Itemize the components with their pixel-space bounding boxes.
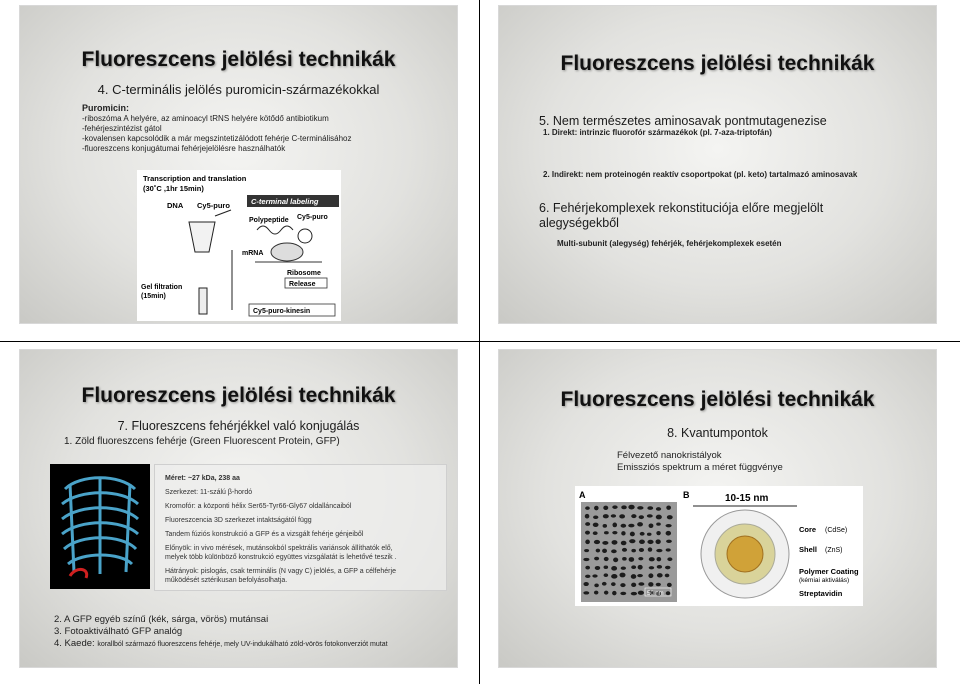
cy5-molecule	[298, 229, 312, 243]
nanocrystal-dot	[656, 557, 661, 561]
vertical-divider	[479, 0, 480, 684]
nanocrystal-dot	[666, 548, 671, 551]
nanocrystal-dot	[603, 514, 609, 518]
quantum-dot-figure	[575, 486, 863, 606]
section-5-item-2: 2. Indirekt: nem proteinogén reaktív csoportpokat (pl. keto) tartalmazó aminosavak	[543, 170, 858, 179]
nanocrystal-dot	[656, 583, 661, 587]
panel-b-label: B	[683, 490, 690, 500]
tube-icon	[189, 222, 215, 252]
core-label: Core	[799, 525, 817, 534]
slide-quantum-dots	[499, 350, 936, 667]
nanocrystal-dot	[620, 583, 625, 587]
nanocrystal-dot	[604, 531, 609, 534]
size-label: 10-15 nm	[725, 493, 769, 504]
slide-unnatural-aminoacids	[499, 6, 936, 323]
size-line: Méret: ~27 kDa, 238 aa	[165, 475, 240, 482]
nanocrystal-dot	[592, 574, 597, 577]
slide-title: Fluoreszcens jelölési technikák	[81, 384, 396, 407]
intro-heading: Puromicin:	[82, 103, 130, 113]
nanocrystal-dot	[656, 522, 661, 525]
mrna-label: mRNA	[242, 250, 264, 257]
nanocrystal-dot	[649, 557, 655, 561]
shell-label: Shell	[799, 545, 817, 554]
nanocrystal-dot	[604, 566, 609, 569]
nanocrystal-dot	[649, 523, 654, 528]
nanocrystal-dot	[639, 548, 644, 552]
coating-note: (kémiai aktiválás)	[799, 577, 850, 584]
point-1: 1. Zöld fluoreszcens fehérje (Green Fluorescent Protein, GFP)	[64, 436, 340, 447]
nanocrystal-dot	[665, 574, 670, 578]
nanocrystal-dot	[665, 566, 671, 570]
line-1: Félvezető nanokristályok	[617, 450, 722, 461]
nanocrystal-dot	[631, 514, 636, 518]
gfp-structure-image	[50, 464, 150, 589]
nanocrystal-dot	[622, 548, 627, 552]
nanocrystal-dot	[648, 573, 653, 578]
polypeptide-label: Polypeptide	[249, 217, 289, 224]
nanocrystal-dot	[585, 514, 590, 519]
nanocrystal-dot	[585, 566, 590, 570]
nanocrystal-dot	[638, 591, 644, 595]
slide-title: Fluoreszcens jelölési technikák	[560, 388, 875, 411]
nanocrystal-dot	[621, 567, 626, 570]
nanocrystal-dot	[666, 540, 672, 543]
bullet-1: -riboszóma A helyére, az aminoacyl tRNS helyére kötődő antibiotikum	[82, 114, 329, 123]
nanocrystal-dot	[657, 565, 662, 569]
nanocrystal-dot	[638, 582, 644, 586]
nanocrystal-dot	[667, 583, 672, 587]
nanocrystal-dot	[621, 541, 627, 546]
point-4-text: korallból származó fluoreszcens fehérje, mely UV-indukálható zöld-vörös fotokonverziót mutat	[97, 641, 388, 648]
nanocrystal-dot	[583, 558, 589, 561]
point-3: 3. Fotoaktiválható GFP analóg	[54, 626, 183, 637]
nanocrystal-dot	[602, 582, 607, 586]
slide-subtitle: 4. C-terminális jelölés puromicin-származékokkal	[97, 82, 380, 97]
nanocrystal-dot	[637, 574, 643, 577]
core-material: (CdSe)	[825, 527, 848, 534]
nanocrystal-dot	[647, 533, 652, 536]
streptavidin-label: Streptavidin	[799, 589, 843, 598]
nanocrystal-dot	[602, 549, 607, 553]
translation-figure	[137, 170, 341, 321]
nanocrystal-dot	[648, 582, 653, 587]
nanocrystal-dot	[604, 573, 609, 577]
nanocrystal-dot	[612, 522, 617, 527]
fig-heading2: (30˚C ,1hr 15min)	[143, 184, 204, 193]
gel-column-icon	[199, 288, 207, 314]
nanocrystal-dot	[656, 507, 661, 511]
nanocrystal-dot	[595, 566, 600, 570]
nanocrystal-dot	[593, 531, 598, 535]
ribosome-shape	[271, 243, 303, 261]
nanocrystal-dot	[611, 549, 617, 553]
nanocrystal-dot	[602, 541, 608, 545]
section-6-heading-line2: alegységekből	[539, 216, 619, 230]
nanocrystal-dot	[631, 592, 637, 596]
nanocrystal-dot	[596, 549, 600, 553]
nanocrystal-dot	[647, 514, 653, 517]
nanocrystal-dot	[631, 583, 636, 587]
gel-label-1: Gel filtration	[141, 284, 183, 291]
cy5-right-label: Cy5-puro	[297, 214, 328, 221]
figure-drawing	[137, 170, 341, 321]
nanocrystal-dot	[647, 506, 653, 510]
nanocrystal-dot	[629, 539, 635, 543]
dna-label: DNA	[167, 201, 184, 210]
nanocrystal-dot	[612, 591, 616, 595]
chromophore-line: Kromofór: a központi hélix Ser65-Tyr66-Gly67 oldalláncaiból	[165, 503, 352, 510]
advantages-line-2: melyek több különböző konstrukció együttes vizsgálatát is lehetővé teszik .	[165, 554, 397, 561]
nanocrystal-dot	[594, 591, 598, 595]
scaffold-line: Szerkezet: 11-szálú β-hordó	[165, 489, 253, 496]
gfp-barrel-drawing	[50, 464, 150, 589]
nanocrystal-dot	[639, 515, 644, 519]
nanocrystal-dot	[628, 505, 634, 510]
nanocrystal-dot	[603, 524, 607, 528]
panel-title: C-terminal labeling	[251, 197, 319, 206]
nanocrystal-dot	[619, 514, 625, 518]
slide-subtitle: 7. Fluoreszcens fehérjékkel való konjugálás	[117, 419, 360, 433]
core-shape	[727, 536, 763, 572]
section-6-heading-line1: 6. Fehérjekomplexek rekonstituciója előre megjelölt	[539, 201, 824, 215]
nanocrystal-dot	[648, 547, 653, 551]
cy5-label: Cy5-puro	[197, 201, 230, 210]
release-label: Release	[289, 281, 316, 288]
nanocrystal-dot	[612, 531, 617, 534]
nanocrystal-dot	[621, 505, 627, 509]
nanocrystal-dot	[593, 523, 599, 527]
disadvantages-line-2: működését sztérikusan befolyásolhatja.	[165, 577, 288, 584]
nanocrystal-dot	[631, 574, 637, 579]
nanocrystal-dot	[655, 539, 660, 544]
nanocrystal-dot	[638, 557, 643, 560]
nanocrystal-dot	[666, 591, 671, 595]
scale-bar-label: 50 nm	[647, 591, 664, 597]
nanocrystal-dot	[604, 557, 609, 561]
nanocrystal-dot	[638, 565, 643, 570]
line-2: Emissziós spektrum a méret függvénye	[617, 462, 783, 473]
slide-title: Fluoreszcens jelölési technikák	[560, 52, 875, 75]
nanocrystal-dot	[666, 524, 672, 527]
nanocrystal-dot	[613, 558, 618, 563]
kinesin-label: Cy5-puro-kinesin	[253, 308, 311, 315]
pipette-icon	[215, 210, 231, 216]
nanocrystal-dot	[628, 524, 634, 528]
nanocrystal-dot	[631, 565, 636, 569]
advantages-line-1: Előnyök: in vivo mérések, mutánsokból spektrális variánsok állíthatók elő,	[165, 545, 393, 552]
slide-title: Fluoreszcens jelölési technikák	[81, 48, 396, 71]
nanocrystal-dot	[611, 514, 616, 517]
nanocrystal-dot	[603, 506, 608, 510]
disadvantages-line-1: Hátrányok: pislogás, csak terminális (N vagy C) jelölés, a GFP a célfehérje	[165, 568, 396, 575]
nanocrystal-dot	[667, 515, 673, 519]
nanocrystal-dot	[637, 522, 643, 526]
nanocrystal-dot	[585, 575, 590, 578]
nanocrystal-dot	[667, 557, 672, 561]
polypeptide-chain	[257, 226, 293, 234]
tandem-line: Tandem fúziós konstrukció a GFP és a vizsgált fehérje génjeiből	[165, 531, 364, 538]
nanocrystal-dot	[583, 582, 588, 586]
nanocrystal-dot	[611, 566, 617, 571]
nanocrystal-dot	[593, 515, 598, 519]
panel-a-label: A	[579, 490, 586, 500]
nanocrystal-dot	[611, 582, 616, 586]
gel-label-2: (15min)	[141, 293, 166, 300]
nanocrystal-dot	[611, 574, 617, 579]
ribosome-label: Ribosome	[287, 270, 321, 277]
horizontal-divider	[0, 341, 960, 342]
nanocrystal-dot	[637, 506, 643, 510]
nanocrystal-dot	[621, 524, 627, 528]
point-2: 2. A GFP egyéb színű (kék, sárga, vörös) mutánsai	[54, 614, 269, 625]
section-5-heading: 5. Nem természetes aminosavak pontmutagenezise	[539, 114, 827, 128]
nanocrystal-dot	[630, 532, 635, 537]
nanocrystal-dot	[657, 573, 663, 577]
nanocrystal-dot	[583, 591, 589, 594]
fluorescence-line: Fluoreszcencia 3D szerkezet intaktságától függ	[165, 517, 312, 524]
nanocrystal-dot	[620, 592, 626, 595]
nanocrystal-dot	[612, 505, 617, 509]
fig-heading1: Transcription and translation	[143, 174, 247, 183]
nanocrystal-dot	[594, 584, 599, 588]
quantum-dot-drawing	[575, 486, 863, 606]
section-6-note: Multi-subunit (alegység) fehérjék, fehérjekomplexek esetén	[557, 239, 782, 248]
nanocrystal-dot	[656, 549, 662, 552]
bullet-3: -kovalensen kapcsolódik a már megszintetizálódott fehérje C-terminálisához	[82, 134, 352, 143]
nanocrystal-dot	[585, 522, 590, 526]
nanocrystal-dot	[594, 506, 599, 511]
nanocrystal-dot	[622, 557, 627, 561]
nanocrystal-dot	[639, 540, 645, 544]
nanocrystal-dot	[585, 540, 590, 545]
nanocrystal-dot	[594, 540, 600, 544]
nanocrystal-dot	[604, 591, 608, 595]
section-5-item-1: 1. Direkt: intrinzic fluorofór származékok (pl. 7-aza-triptofán)	[543, 128, 772, 137]
gfp-properties-box	[154, 464, 447, 591]
point-4-label: 4. Kaede:	[54, 638, 98, 649]
nanocrystal-dot	[656, 531, 660, 535]
shell-material: (ZnS)	[825, 547, 843, 554]
slide-fluorescent-proteins	[20, 350, 457, 667]
nanocrystal-dot	[585, 531, 590, 535]
nanocrystal-dot	[656, 515, 662, 520]
nanocrystal-dot	[584, 549, 589, 552]
slide-subtitle: 8. Kvantumpontok	[667, 426, 768, 440]
bullet-4: -fluoreszcens konjugátumai fehérjejelölésre használhatók	[82, 144, 286, 153]
nanocrystal-dot	[640, 532, 645, 536]
nanocrystal-dot	[666, 505, 671, 509]
point-4	[54, 639, 388, 651]
nanocrystal-dot	[666, 531, 671, 536]
nanocrystal-dot	[585, 506, 590, 510]
nanocrystal-dot	[649, 566, 654, 569]
nanocrystal-dot	[619, 573, 625, 578]
nanocrystal-dot	[594, 557, 599, 561]
nanocrystal-dot	[612, 540, 618, 545]
nanocrystal-dot	[631, 549, 636, 552]
nanocrystal-dot	[629, 557, 635, 562]
coating-label: Polymer Coating	[799, 567, 859, 576]
nanocrystal-dot	[621, 531, 625, 535]
nanocrystal-dot	[647, 540, 653, 544]
slide-c-terminal-labeling	[20, 6, 457, 323]
bullet-2: -fehérjeszintézist gátol	[82, 124, 162, 133]
